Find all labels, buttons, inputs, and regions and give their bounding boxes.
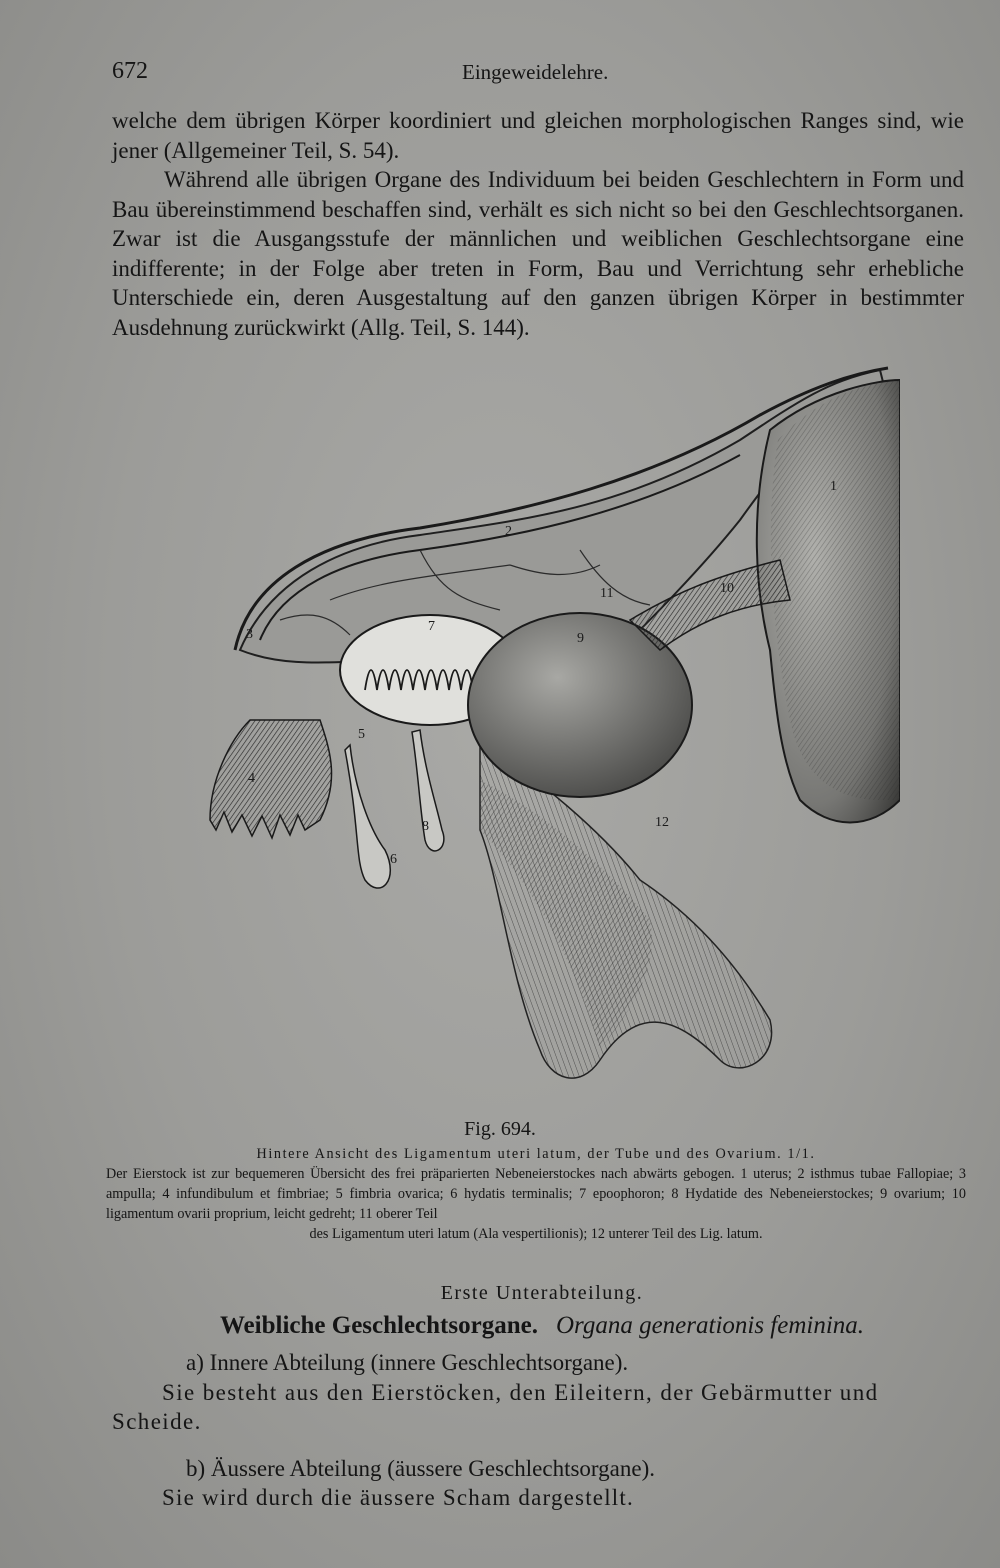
page-header [112, 52, 960, 88]
label-2: 2 [505, 524, 512, 539]
figure-number: Fig. 694. [464, 1118, 536, 1140]
anatomical-illustration [180, 360, 900, 1090]
subdivision-title: Erste Unterabteilung. [440, 1282, 644, 1304]
caption-text: Der Eierstock ist zur bequemeren Übersicht des frei präparierten Nebeneierstockes nach abwärts gebogen. 1 uterus; 2 isthmus tubae Fallopiae; 3 ampulla; 4 infundibulum et fimbriae; 5 fimbria ovarica; 6 hydatis terminalis; 7 epoophoron; 8 Hydatide des Nebeneierstockes; 9 ovarium; 10 ligamentum ovarii proprium, leicht gedreht; 11 oberer Teil [106, 1166, 966, 1222]
page-number: 672 [112, 58, 148, 84]
illustration-svg [180, 360, 900, 1090]
label-10: 10 [720, 581, 734, 596]
hydatis-terminalis [345, 745, 390, 888]
label-8: 8 [422, 819, 429, 834]
label-6: 6 [390, 852, 397, 867]
outer-division-text: Sie wird durch die äussere Scham dargestellt. [162, 1485, 634, 1510]
heading-german: Weibliche Geschlechtsorgane. [219, 1312, 538, 1339]
heading-latin: Organa generationis feminina. [555, 1312, 865, 1339]
paragraph-1: welche dem übrigen Körper koordiniert und gleichen morphologischen Ranges sind, wie jener (Allgemeiner Teil, S. 54). [112, 108, 964, 163]
label-11: 11 [600, 586, 614, 601]
label-5: 5 [358, 727, 365, 742]
body-text [112, 106, 964, 342]
label-12: 12 [655, 815, 669, 830]
running-title: Eingeweidelehre. [462, 60, 609, 84]
inner-division-heading: a) Innere Abteilung (innere Geschlechtsorgane). [186, 1350, 629, 1375]
caption-last-line: des Ligamentum uteri latum (Ala vespertilionis); 12 unterer Teil des Lig. latum. [309, 1226, 763, 1242]
figure-caption [106, 1144, 966, 1244]
caption-title: Hintere Ansicht des Ligamentum uteri latum, der Tube und des Ovarium. 1/1. [256, 1146, 816, 1162]
section-heading [112, 1312, 972, 1340]
label-9: 9 [577, 631, 584, 646]
label-4: 4 [248, 771, 255, 786]
label-7: 7 [428, 619, 435, 634]
label-3: 3 [246, 627, 253, 642]
inner-division-text: Sie besteht aus den Eierstöcken, den Eileitern, der Gebärmutter und Scheide. [112, 1380, 879, 1434]
outer-division-heading: b) Äussere Abteilung (äussere Geschlechtsorgane). [186, 1456, 656, 1481]
fimbriae-shape [210, 720, 332, 838]
label-1: 1 [830, 479, 837, 494]
paragraph-2: Während alle übrigen Organe des Individuum bei beiden Geschlechtern in Form und Bau übereinstimmend beschaffen sind, verhält es sich nicht so bei den Geschlechtsorganen. Zwar ist die Ausgangsstufe der männlichen und weiblichen Geschlechtsorgane eine indifferente; in der Folge aber treten in Form, Bau und Verrichtung sehr erhebliche Unterschiede ein, deren Ausgestaltung auf den ganzen übrigen Körper in bestimmter Ausdehnung zurückwirkt (Allg. Teil, S. 144). [112, 167, 964, 340]
